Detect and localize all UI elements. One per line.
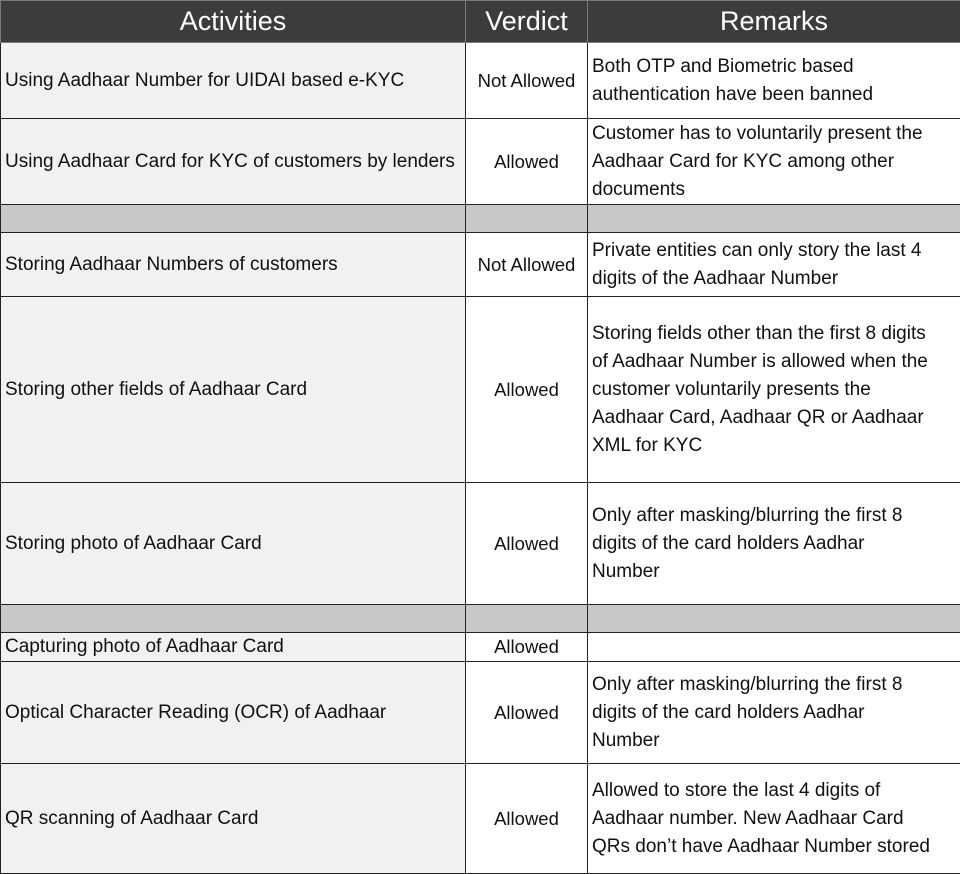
remarks-cell — [588, 483, 960, 605]
activity-cell: Optical Character Reading (OCR) of Aadhaar — [1, 662, 466, 764]
remark-line: XML for KYC — [592, 432, 956, 460]
remark-line: Both OTP and Biometric based — [592, 53, 956, 81]
table-row — [1, 119, 960, 205]
remarks-cell — [588, 297, 960, 483]
remark-line: digits of the card holders Aadhar — [592, 699, 956, 727]
remark-line: Private entities can only story the last 4 — [592, 237, 956, 265]
remark-line: digits of the card holders Aadhar — [592, 530, 956, 558]
separator-cell — [588, 205, 960, 233]
remark-line: Number — [592, 727, 956, 755]
remark-line: Customer has to voluntarily present the — [592, 120, 956, 148]
remark-line: QRs don’t have Aadhaar Number stored — [592, 833, 956, 861]
remark-line: Allowed to store the last 4 digits of — [592, 777, 956, 805]
table-row — [1, 633, 960, 662]
verdict-cell: Allowed — [466, 662, 588, 764]
remark-line: of Aadhaar Number is allowed when the — [592, 348, 956, 376]
remark-line: Storing fields other than the first 8 digits — [592, 320, 956, 348]
table-row — [1, 483, 960, 605]
remark-line: digits of the Aadhaar Number — [592, 265, 956, 293]
separator-cell — [588, 605, 960, 633]
remarks-cell — [588, 233, 960, 297]
verdict-cell: Allowed — [466, 483, 588, 605]
remarks-cell — [588, 119, 960, 205]
activity-cell: QR scanning of Aadhaar Card — [1, 764, 466, 874]
verdict-cell: Allowed — [466, 297, 588, 483]
separator-cell — [466, 205, 588, 233]
header-remarks: Remarks — [588, 1, 960, 43]
remark-line: Only after masking/blurring the first 8 — [592, 502, 956, 530]
remark-line: Aadhaar number. New Aadhaar Card — [592, 805, 956, 833]
table-row — [1, 764, 960, 874]
remark-line: documents — [592, 176, 956, 204]
verdict-cell: Allowed — [466, 764, 588, 874]
separator-cell — [466, 605, 588, 633]
header-activities: Activities — [1, 1, 466, 43]
separator-row — [1, 205, 960, 233]
verdict-cell: Not Allowed — [466, 43, 588, 119]
header-verdict: Verdict — [466, 1, 588, 43]
separator-cell — [1, 605, 466, 633]
remark-line: Only after masking/blurring the first 8 — [592, 671, 956, 699]
table-row — [1, 233, 960, 297]
remark-line: Aadhaar Card, Aadhaar QR or Aadhaar — [592, 404, 956, 432]
table-row — [1, 662, 960, 764]
verdict-cell: Allowed — [466, 119, 588, 205]
remarks-cell — [588, 633, 960, 662]
activity-cell: Capturing photo of Aadhaar Card — [1, 633, 466, 662]
header-row — [1, 1, 960, 43]
activity-cell: Using Aadhaar Number for UIDAI based e-KYC — [1, 43, 466, 119]
remarks-cell — [588, 662, 960, 764]
activity-cell: Storing other fields of Aadhaar Card — [1, 297, 466, 483]
separator-cell — [1, 205, 466, 233]
remark-line: Number — [592, 558, 956, 586]
remarks-cell — [588, 764, 960, 874]
verdict-cell: Allowed — [466, 633, 588, 662]
activity-cell: Using Aadhaar Card for KYC of customers by lenders — [1, 119, 466, 205]
table-row — [1, 297, 960, 483]
remark-line: Aadhaar Card for KYC among other — [592, 148, 956, 176]
remarks-cell — [588, 43, 960, 119]
activity-cell: Storing Aadhaar Numbers of customers — [1, 233, 466, 297]
separator-row — [1, 605, 960, 633]
remark-line: authentication have been banned — [592, 81, 956, 109]
verdict-cell: Not Allowed — [466, 233, 588, 297]
remark-line: customer voluntarily presents the — [592, 376, 956, 404]
table-row — [1, 43, 960, 119]
activity-cell: Storing photo of Aadhaar Card — [1, 483, 466, 605]
